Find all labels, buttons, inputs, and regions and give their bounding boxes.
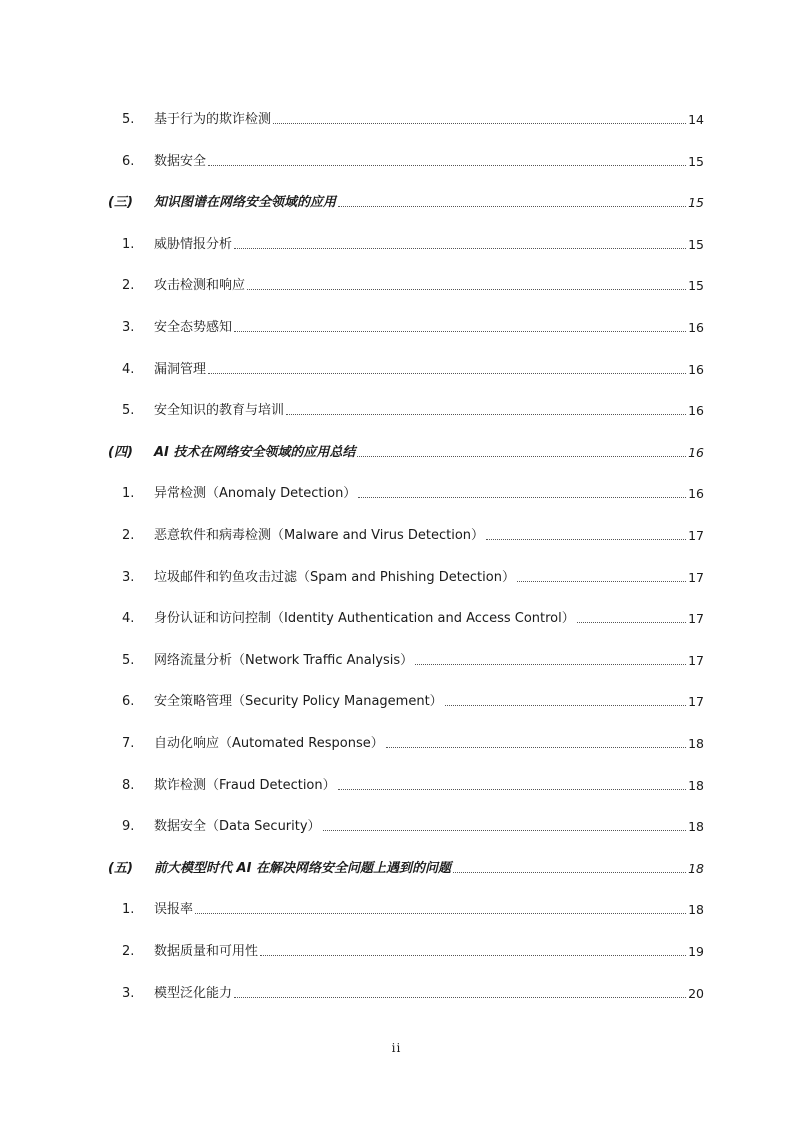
dot-leader: [577, 621, 686, 623]
toc-entry-title: 自动化响应（Automated Response）: [154, 736, 384, 751]
dot-leader: [358, 496, 686, 498]
toc-item-row[interactable]: [108, 274, 704, 294]
toc-entry-page: 14: [688, 112, 704, 127]
dot-leader: [208, 372, 686, 374]
toc-entry-number: 6.: [122, 694, 135, 710]
toc-entry-number: 3.: [122, 985, 135, 1001]
toc-entry-page: 18: [688, 777, 704, 793]
toc-entry-page: 15: [688, 195, 704, 211]
toc-entry-title: 模型泛化能力: [154, 985, 233, 1001]
toc-entry-title: 数据安全（Data Security）: [154, 819, 321, 835]
toc-entry-page: 16: [688, 444, 704, 460]
toc-entry-number: 1.: [122, 486, 135, 502]
toc-entry-title: 安全态势感知: [154, 320, 233, 335]
toc-entry-number: 5.: [122, 403, 135, 419]
toc-entry-page: 20: [688, 985, 704, 1001]
toc-entry-title: 恶意软件和病毒检测（Malware and Virus Detection）: [154, 528, 485, 543]
toc-entry-page: 18: [688, 860, 704, 876]
toc-entry-number: 2.: [122, 944, 135, 959]
toc-entry-title: 安全知识的教育与培训: [154, 403, 285, 419]
dot-leader: [234, 330, 686, 332]
toc-item-row[interactable]: [108, 482, 704, 502]
toc-entry-number: 7.: [122, 736, 135, 751]
toc-entry-title: 网络流量分析（Network Traffic Analysis）: [154, 652, 414, 668]
toc-entry-page: 17: [688, 652, 704, 668]
toc-entry-page: 17: [688, 694, 704, 710]
toc-entry-number: 2.: [122, 528, 135, 543]
dot-leader: [247, 288, 686, 290]
dot-leader: [208, 164, 686, 166]
toc-entry-number: (三): [108, 195, 133, 211]
toc-item-row[interactable]: [108, 940, 704, 960]
toc-entry-title: AI 技术在网络安全领域的应用总结: [154, 444, 356, 460]
toc-item-row[interactable]: [108, 108, 704, 128]
toc-entry-page: 18: [688, 819, 704, 835]
toc-item-row[interactable]: [108, 566, 704, 586]
toc-entry-title: 安全策略管理（Security Policy Management）: [154, 694, 443, 710]
toc-entry-number: (四): [108, 444, 133, 460]
toc-item-row[interactable]: [108, 524, 704, 544]
toc-entry-number: 4.: [122, 361, 135, 377]
toc-entry-number: 4.: [122, 611, 135, 627]
toc-item-row[interactable]: [108, 690, 704, 710]
toc-entry-title: 身份认证和访问控制（Identity Authentication and Access Control）: [154, 611, 575, 627]
toc-item-row[interactable]: [108, 815, 704, 835]
toc-entry-page: 19: [688, 944, 704, 959]
toc-entry-page: 17: [688, 611, 704, 627]
toc-entry-number: 5.: [122, 112, 135, 127]
toc-item-row[interactable]: [108, 649, 704, 669]
toc-entry-number: 2.: [122, 278, 135, 294]
toc-entry-number: 3.: [122, 569, 135, 585]
toc-section-row[interactable]: [108, 441, 704, 461]
toc-entry-title: 攻击检测和响应: [154, 278, 246, 294]
dot-leader: [234, 996, 686, 998]
toc-entry-title: 前大模型时代 AI 在解决网络安全问题上遇到的问题: [154, 860, 451, 876]
dot-leader: [234, 247, 686, 249]
toc-section-row[interactable]: [108, 857, 704, 877]
toc-item-row[interactable]: [108, 358, 704, 378]
toc-entry-title: 欺诈检测（Fraud Detection）: [154, 777, 336, 793]
toc-entry-page: 16: [688, 486, 704, 502]
toc-entry-number: 3.: [122, 320, 135, 335]
toc-entry-number: 1.: [122, 236, 135, 252]
page-number: ii: [391, 1041, 402, 1055]
toc-entry-title: 数据质量和可用性: [154, 944, 259, 959]
toc-item-row[interactable]: [108, 233, 704, 253]
dot-leader: [517, 580, 686, 582]
toc-item-row[interactable]: [108, 774, 704, 794]
toc-entry-number: 1.: [122, 902, 135, 918]
dot-leader: [323, 829, 687, 831]
toc-entry-title: 异常检测（Anomaly Detection）: [154, 486, 357, 502]
toc-entry-number: 6.: [122, 153, 135, 169]
toc-item-row[interactable]: [108, 607, 704, 627]
toc-entry-page: 16: [688, 361, 704, 377]
dot-leader: [453, 871, 686, 873]
toc-item-row[interactable]: [108, 898, 704, 918]
toc-entry-page: 16: [688, 403, 704, 419]
toc-item-row[interactable]: [108, 732, 704, 752]
toc-section-row[interactable]: [108, 191, 704, 211]
toc-entry-title: 知识图谱在网络安全领域的应用: [154, 195, 337, 211]
toc-entry-title: 漏洞管理: [154, 361, 207, 377]
toc-item-row[interactable]: [108, 150, 704, 170]
dot-leader: [386, 746, 686, 748]
toc-entry-title: 数据安全: [154, 153, 207, 169]
dot-leader: [286, 413, 686, 415]
toc-entry-page: 15: [688, 153, 704, 169]
dot-leader: [445, 704, 686, 706]
toc-entry-number: 9.: [122, 819, 135, 835]
toc-entry-title: 误报率: [154, 902, 194, 918]
dot-leader: [357, 455, 686, 457]
dot-leader: [338, 788, 686, 790]
dot-leader: [486, 538, 686, 540]
toc-entry-number: 8.: [122, 777, 135, 793]
toc-item-row[interactable]: [108, 316, 704, 336]
toc-entry-title: 基于行为的欺诈检测: [154, 112, 272, 127]
dot-leader: [195, 912, 686, 914]
toc-entry-page: 16: [688, 320, 704, 335]
toc-entry-page: 17: [688, 528, 704, 543]
toc-entry-title: 垃圾邮件和钓鱼攻击过滤（Spam and Phishing Detection）: [154, 569, 515, 585]
toc-entry-title: 威胁情报分析: [154, 236, 233, 252]
dot-leader: [415, 663, 686, 665]
toc-entry-page: 15: [688, 236, 704, 252]
dot-leader: [260, 954, 686, 956]
toc-entry-page: 15: [688, 278, 704, 294]
toc-entry-number: 5.: [122, 652, 135, 668]
toc-entry-number: (五): [108, 860, 133, 876]
toc-item-row[interactable]: [108, 982, 704, 1002]
dot-leader: [338, 205, 686, 207]
dot-leader: [273, 122, 686, 124]
toc-item-row[interactable]: [108, 399, 704, 419]
toc-entry-page: 18: [688, 902, 704, 918]
toc-entry-page: 17: [688, 569, 704, 585]
toc-entry-page: 18: [688, 736, 704, 751]
